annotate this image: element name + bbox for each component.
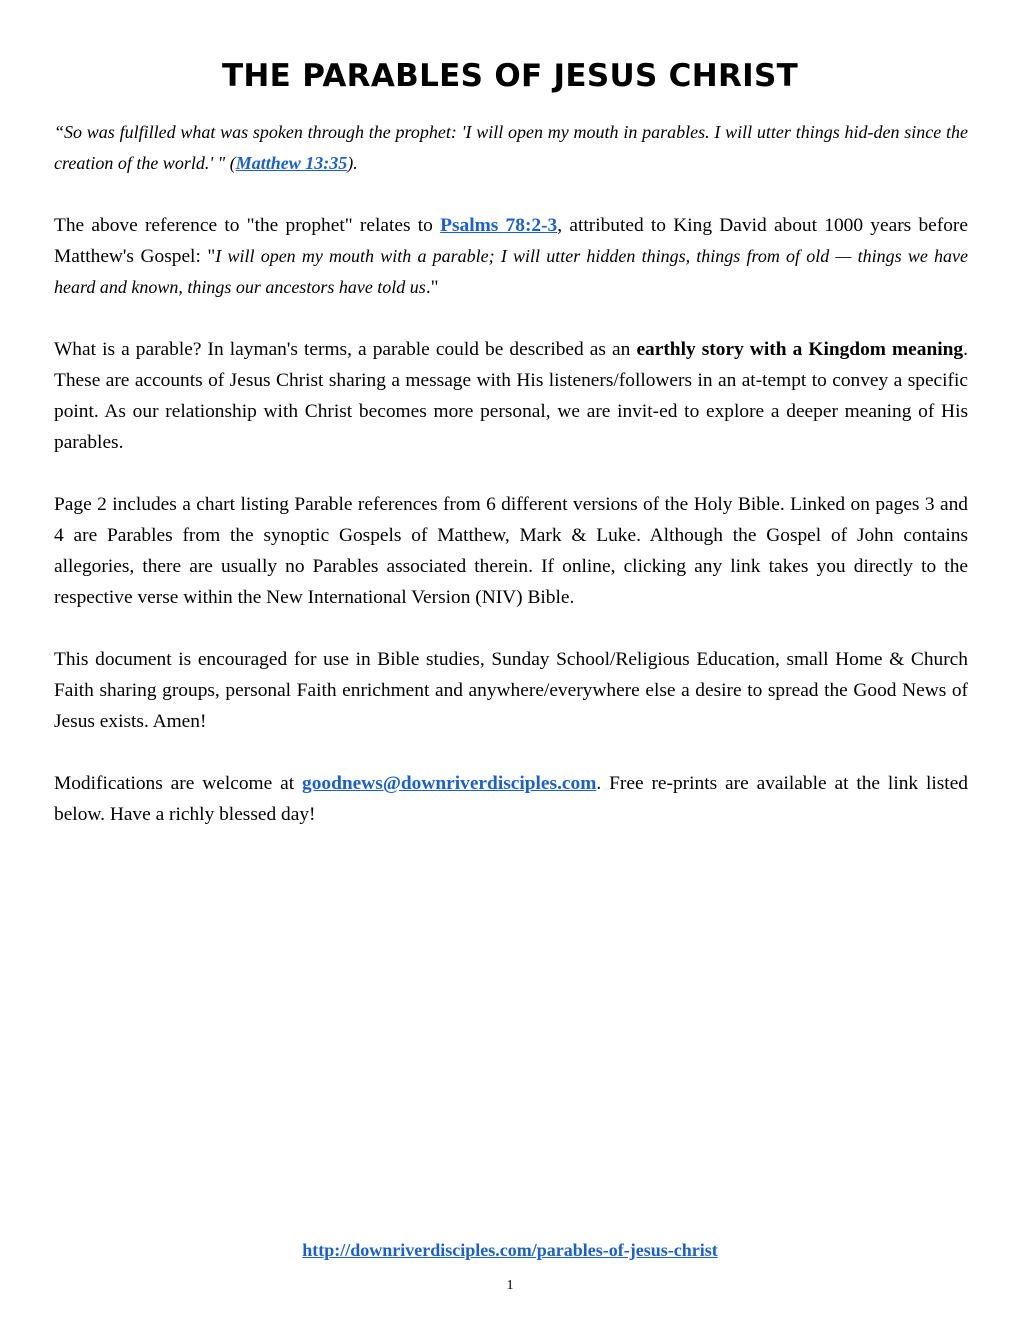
modifications-paragraph [54,768,968,830]
parable-definition-paragraph [54,334,968,458]
footer-url-link[interactable]: http://downriverdisciples.com/parables-of-jesus-christ [302,1240,718,1260]
psalms-text-3: ." [425,277,439,298]
page-title: THE PARABLES OF JESUS CHRIST [221,58,799,94]
email-link[interactable]: goodnews@downriverdisciples.com [302,773,597,794]
document-body [54,117,968,861]
parable-text-2: . These are accounts of Jesus Christ sharing a message with His listeners/followers in an at-tempt to convey a specific point. As our relationship with Christ becomes more personal, we are invit-ed to explore a deeper meaning of His parables. [54,339,968,453]
psalms-text-1: The above reference to "the prophet" relates to [54,215,441,236]
intro-quote-text: “So was fulfilled what was spoken through the prophet: 'I will open my mouth in parables. I will utter things hid-den since the creation of the world.' " ( [54,122,968,173]
matthew-13-35-link[interactable]: Matthew 13:35 [235,153,348,173]
pages-description-paragraph: Page 2 includes a chart listing Parable references from 6 different versions of the Holy Bible. Linked on pages 3 and 4 are Parables from the synoptic Gospels of Matthew, Mark & Luke. Although the Gospel of John contains allegories, there are usually no Parables associated therein. If online, clicking any link takes you directly to the respective verse within the New International Version (NIV) Bible. [54,494,968,608]
psalms-78-2-3-link[interactable]: Psalms 78:2-3 [440,215,558,236]
psalms-quote: I will open my mouth with a parable; I will utter hidden things, things from of old — things we have heard and known, things our ancestors have told us [54,246,968,297]
parable-text-1: What is a parable? In layman's terms, a parable could be described as an [54,339,637,360]
psalms-paragraph [54,210,968,303]
intro-quote-paragraph [54,117,968,179]
modifications-text-1: Modifications are welcome at [54,773,303,794]
footer [0,1236,1020,1264]
modifications-text-2: . Free re-prints are available at the link listed below. Have a richly blessed day! [54,773,968,825]
psalms-text-2: , attributed to King David about 1000 years before Matthew's Gospel: " [54,215,968,267]
parable-bold-definition: earthly story with a Kingdom meaning [636,339,964,360]
intro-quote-end: ). [347,153,358,173]
usage-paragraph: This document is encouraged for use in Bible studies, Sunday School/Religious Education, small Home & Church Faith sharing groups, personal Faith enrichment and anywhere/everywhere else a desire to spread the Good News of Jesus exists. Amen! [54,649,968,732]
page-number: 1 [506,1278,514,1293]
